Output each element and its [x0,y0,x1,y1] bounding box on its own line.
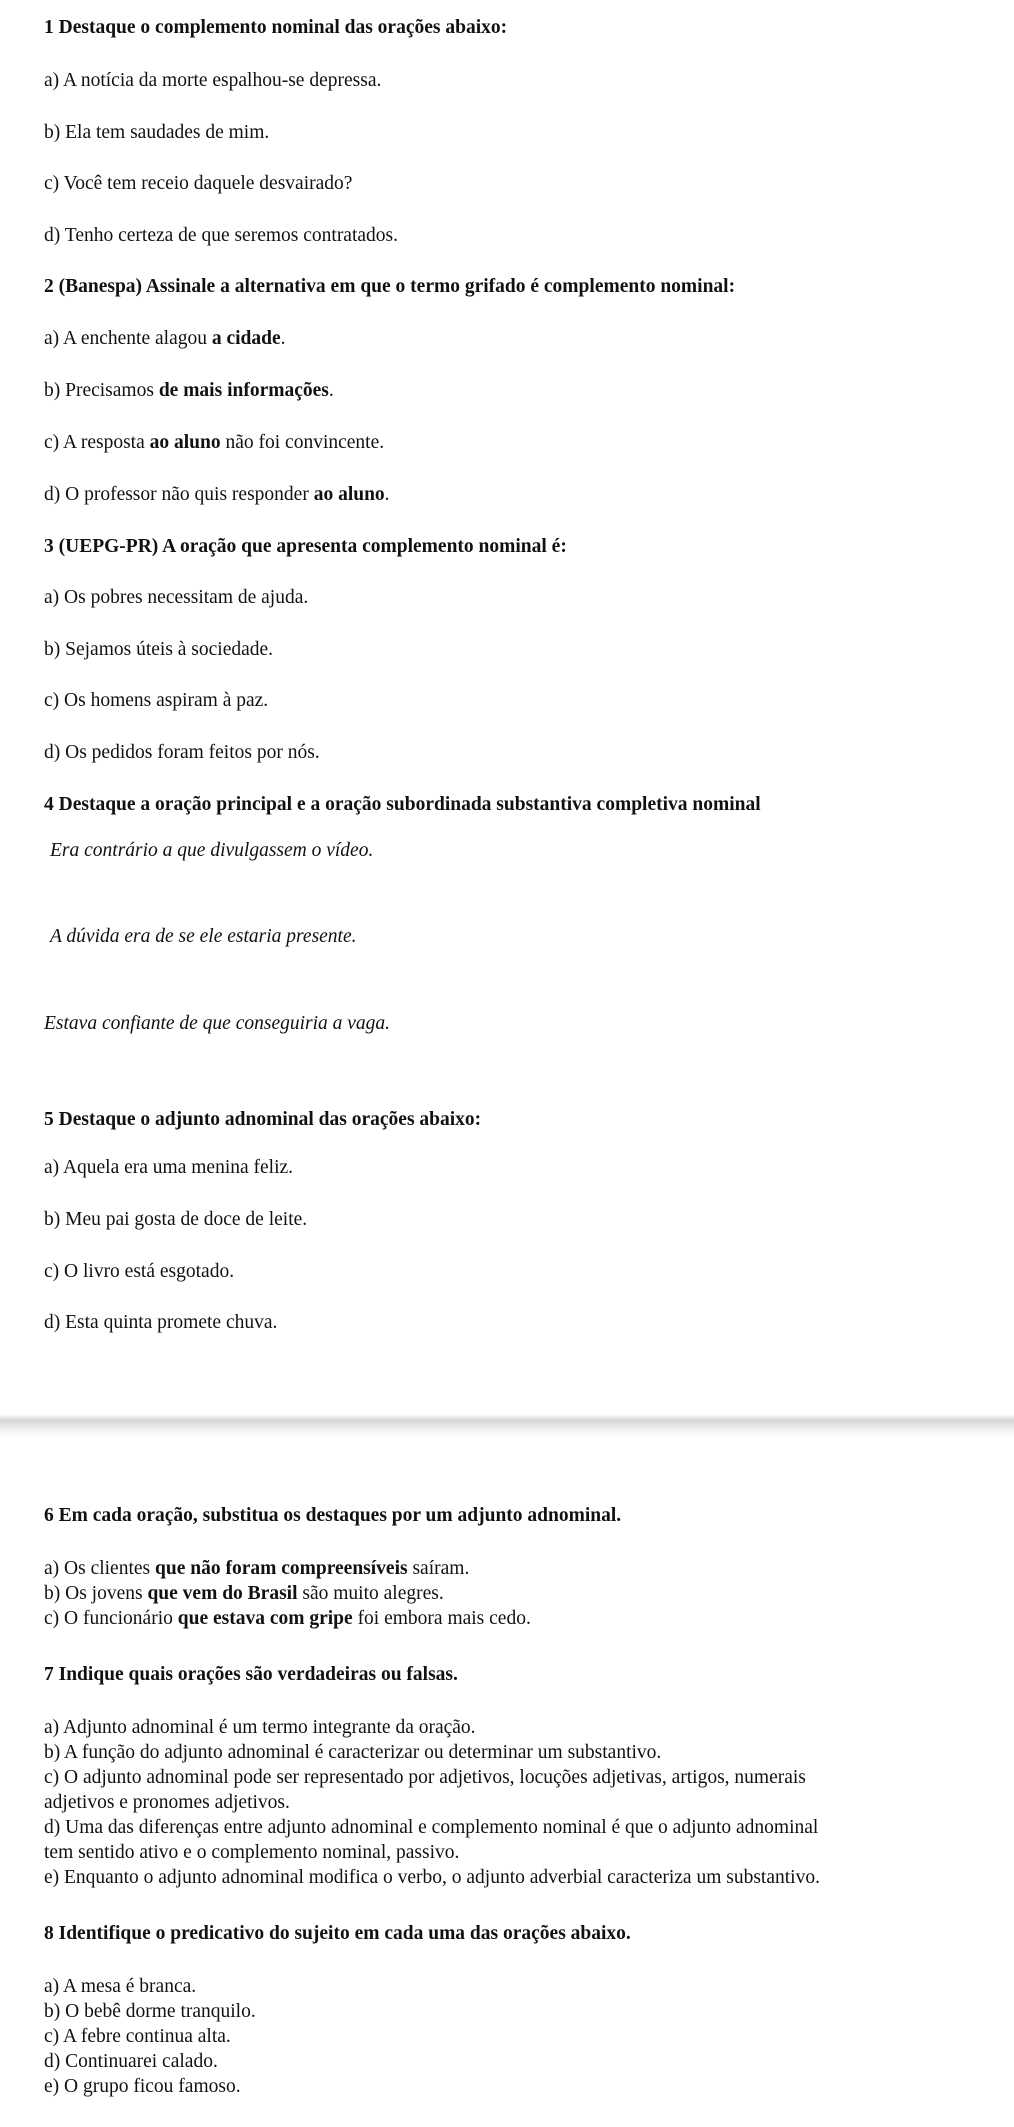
q6-item-c: c) O funcionário que estava com gripe foi embora mais cedo. [44,1608,531,1629]
q8-item-b: b) O bebê dorme tranquilo. [44,2001,256,2022]
q6-item-a: a) Os clientes que não foram compreensíveis saíram. [44,1558,470,1579]
page-divider [0,1414,1014,1438]
q5-item-b: b) Meu pai gosta de doce de leite. [44,1209,308,1230]
q7-title: 7 Indique quais orações são verdadeiras ou falsas. [44,1664,458,1685]
q7-line-b: b) A função do adjunto adnominal é caracterizar ou determinar um substantivo. [44,1742,662,1763]
q6-item-c-highlight: que estava com gripe [177,1608,353,1629]
q4-sentence-3: Estava confiante de que conseguiria a vaga. [44,1013,391,1034]
q6-item-a-highlight: que não foram compreensíveis [155,1558,408,1579]
q2-item-b: b) Precisamos de mais informações. [44,380,334,401]
q2-item-c-highlight: ao aluno [149,432,221,453]
q6-item-b-highlight: que vem do Brasil [147,1583,298,1604]
q3-item-b: b) Sejamos úteis à sociedade. [44,639,274,660]
q5-title: 5 Destaque o adjunto adnominal das orações abaixo: [44,1109,482,1130]
q3-item-a: a) Os pobres necessitam de ajuda. [44,587,309,608]
q1-item-d: d) Tenho certeza de que seremos contratados. [44,225,398,246]
q5-item-c: c) O livro está esgotado. [44,1261,235,1282]
q5-item-d: d) Esta quinta promete chuva. [44,1312,278,1333]
q7-line-a: a) Adjunto adnominal é um termo integrante da oração. [44,1717,476,1738]
q2-item-a: a) A enchente alagou a cidade. [44,328,286,349]
q6-item-b: b) Os jovens que vem do Brasil são muito alegres. [44,1583,444,1604]
q3-item-c: c) Os homens aspiram à paz. [44,690,269,711]
q5-item-a: a) Aquela era uma menina feliz. [44,1157,294,1178]
q2-item-c: c) A resposta ao aluno não foi convincente. [44,432,385,453]
q7-line-e: e) Enquanto o adjunto adnominal modifica o verbo, o adjunto adverbial caracteriza um substantivo. [44,1867,820,1888]
q2-item-a-highlight: a cidade [211,328,281,349]
q1-title: 1 Destaque o complemento nominal das orações abaixo: [44,17,508,38]
q8-item-d: d) Continuarei calado. [44,2051,218,2072]
q4-title: 4 Destaque a oração principal e a oração subordinada substantiva completiva nominal [44,794,761,815]
q7-line-d-cont: tem sentido ativo e o complemento nominal, passivo. [44,1842,460,1863]
q8-item-a: a) A mesa é branca. [44,1976,197,1997]
q1-item-c: c) Você tem receio daquele desvairado? [44,173,353,194]
q4-sentence-2: A dúvida era de se ele estaria presente. [50,926,357,947]
q2-title: 2 (Banespa) Assinale a alternativa em que o termo grifado é complemento nominal: [44,276,736,297]
q7-line-d: d) Uma das diferenças entre adjunto adnominal e complemento nominal é que o adjunto adnominal [44,1817,819,1838]
q8-title: 8 Identifique o predicativo do sujeito em cada uma das orações abaixo. [44,1923,631,1944]
q7-line-c-cont: adjetivos e pronomes adjetivos. [44,1792,290,1813]
q2-item-d: d) O professor não quis responder ao aluno. [44,484,390,505]
q7-line-c: c) O adjunto adnominal pode ser representado por adjetivos, locuções adjetivas, artigos, numerais [44,1767,806,1788]
q2-item-d-highlight: ao aluno [313,484,385,505]
q6-title: 6 Em cada oração, substitua os destaques por um adjunto adnominal. [44,1505,622,1526]
q3-item-d: d) Os pedidos foram feitos por nós. [44,742,320,763]
q1-item-b: b) Ela tem saudades de mim. [44,122,270,143]
q4-sentence-1: Era contrário a que divulgassem o vídeo. [50,840,374,861]
q8-item-c: c) A febre continua alta. [44,2026,231,2047]
q8-item-e: e) O grupo ficou famoso. [44,2076,241,2097]
q3-title: 3 (UEPG-PR) A oração que apresenta complemento nominal é: [44,536,567,557]
q1-item-a: a) A notícia da morte espalhou-se depressa. [44,70,382,91]
q2-item-b-highlight: de mais informações [158,380,329,401]
